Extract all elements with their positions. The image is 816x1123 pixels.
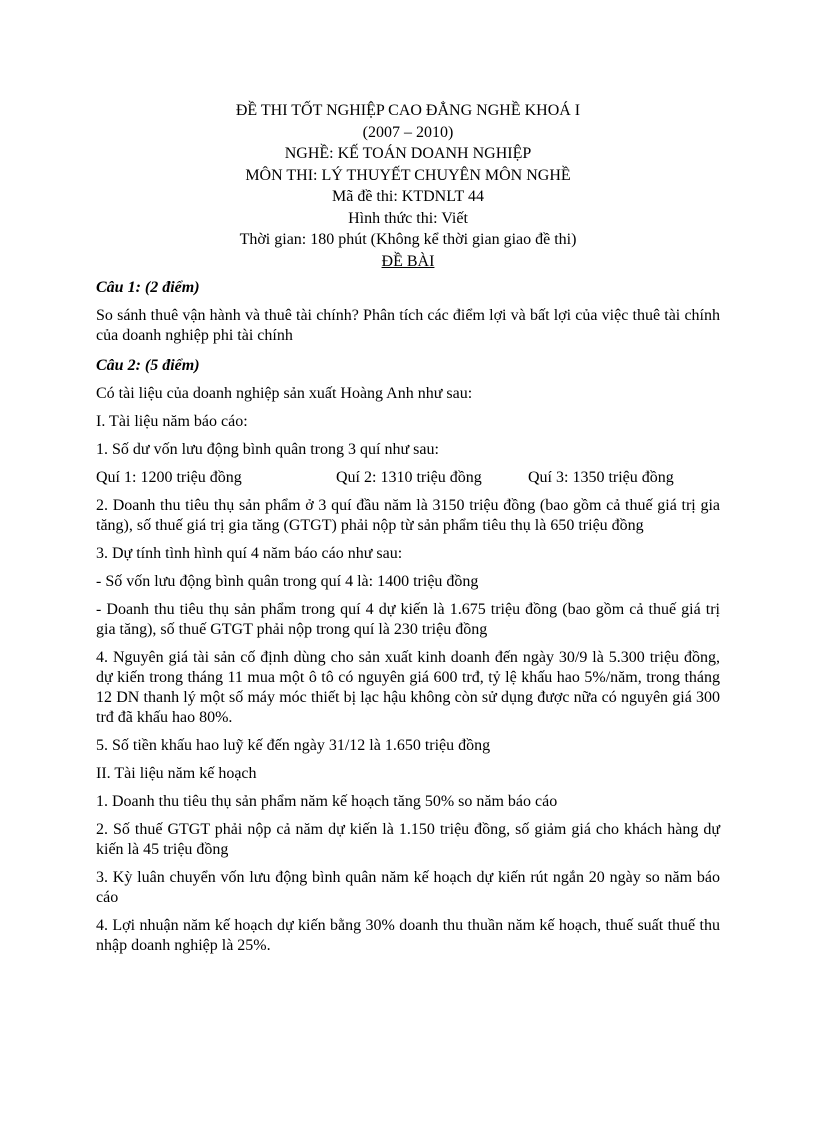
plan-item-3: 3. Kỳ luân chuyển vốn lưu động bình quân năm kế hoạch dự kiến rút ngắn 20 ngày so năm báo cáo	[96, 869, 720, 906]
plan-item-2: 2. Số thuế GTGT phải nộp cả năm dự kiến là 1.150 triệu đồng, số giảm giá cho khách hàng dự kiến là 45 triệu đồng	[96, 821, 720, 858]
question-2-heading: Câu 2: (5 điểm)	[96, 357, 200, 374]
item-3a: - Số vốn lưu động bình quân trong quí 4 là: 1400 triệu đồng	[96, 573, 479, 590]
exam-code: Mã đề thi: KTDNLT 44	[332, 188, 484, 205]
exam-years: (2007 – 2010)	[362, 123, 454, 141]
item-1: 1. Số dư vốn lưu động bình quân trong 3 quí như sau:	[96, 441, 439, 458]
quarter-3-value: Quí 3: 1350 triệu đồng	[528, 469, 674, 486]
item-2: 2. Doanh thu tiêu thụ sản phẩm ở 3 quí đầu năm là 3150 triệu đồng (bao gồm cả thuế giá trị gia tăng), số thuế giá trị gia tăng (GTGT) phải nộp từ sản phẩm tiêu thụ là 650 triệu đồng	[96, 497, 720, 534]
section-1-heading: I. Tài liệu năm báo cáo:	[96, 413, 248, 430]
quarter-1-value: Quí 1: 1200 triệu đồng	[96, 469, 242, 486]
exam-subject: MÔN THI: LÝ THUYẾT CHUYÊN MÔN NGHỀ	[245, 166, 571, 184]
exam-title: ĐỀ THI TỐT NGHIỆP CAO ĐẲNG NGHỀ KHOÁ I	[235, 102, 581, 119]
exam-format: Hình thức thi: Viết	[348, 209, 468, 227]
quarter-values-row	[96, 468, 720, 488]
exam-duration: Thời gian: 180 phút (Không kể thời gian giao đề thi)	[239, 231, 577, 248]
item-5: 5. Số tiền khấu hao luỹ kế đến ngày 31/12 là 1.650 triệu đồng	[96, 737, 491, 754]
quarter-2-value: Quí 2: 1310 triệu đồng	[336, 469, 482, 486]
exam-profession: NGHỀ: KẾ TOÁN DOANH NGHIỆP	[284, 145, 532, 162]
item-4: 4. Nguyên giá tài sản cố định dùng cho sản xuất kinh doanh đến ngày 30/9 là 5.300 triệu đồng, dự kiến trong tháng 11 mua một ô tô có nguyên giá 600 trđ, tỷ lệ khấu hao 5%/năm, trong tháng 12 DN thanh lý một số máy móc thiết bị lạc hậu không còn sử dụng được nữa có nguyên giá 300 trđ đã khấu hao 80%.	[96, 649, 720, 726]
question-2-intro: Có tài liệu của doanh nghiệp sản xuất Hoàng Anh như sau:	[96, 385, 473, 402]
exam-header	[96, 100, 720, 272]
plan-item-4: 4. Lợi nhuận năm kế hoạch dự kiến bằng 30% doanh thu thuần năm kế hoạch, thuế suất thuế thu nhập doanh nghiệp là 25%.	[96, 917, 720, 954]
section-2-heading: II. Tài liệu năm kế hoạch	[96, 765, 257, 782]
exam-page	[96, 100, 720, 956]
question-1-heading: Câu 1: (2 điểm)	[96, 279, 200, 296]
plan-item-1: 1. Doanh thu tiêu thụ sản phẩm năm kế hoạch tăng 50% so năm báo cáo	[96, 793, 558, 810]
item-3b: - Doanh thu tiêu thụ sản phẩm trong quí 4 dự kiến là 1.675 triệu đồng (bao gồm cả thuế giá trị gia tăng), số thuế GTGT phải nộp trong quí là 230 triệu đồng	[96, 601, 720, 638]
item-3: 3. Dự tính tình hình quí 4 năm báo cáo như sau:	[96, 545, 403, 562]
question-1-text: So sánh thuê vận hành và thuê tài chính? Phân tích các điểm lợi và bất lợi của việc thuê tài chính của doanh nghiệp phi tài chính	[96, 307, 720, 344]
exam-section-title: ĐỀ BÀI	[381, 252, 435, 270]
